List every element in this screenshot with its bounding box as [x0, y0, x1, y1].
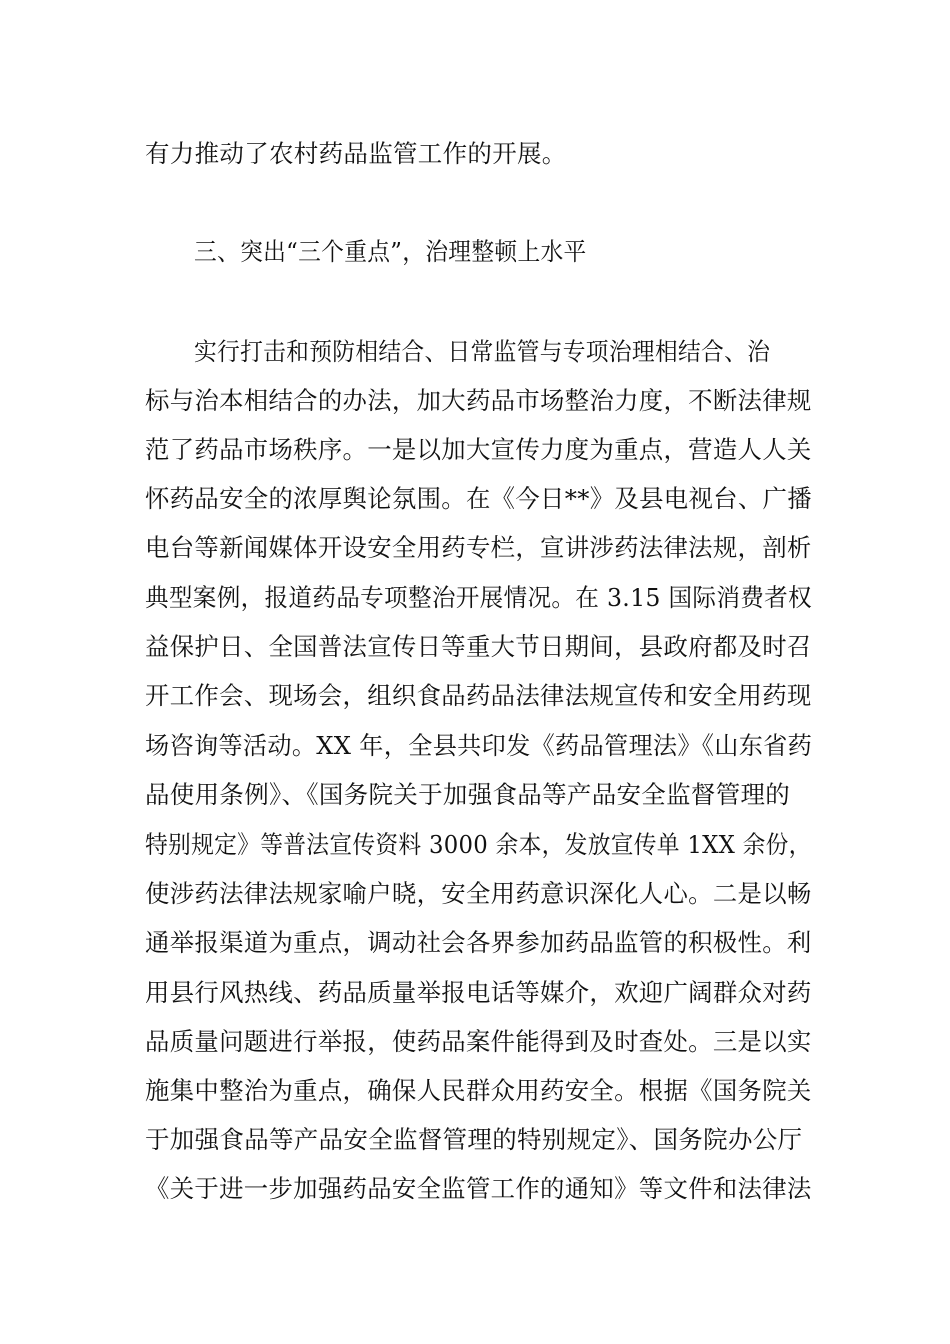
paragraph-line: 于加强食品等产品安全监督管理的特别规定》、国务院办公厅 [145, 1125, 803, 1154]
paragraph-line: 施集中整治为重点，确保人民群众用药安全。根据《国务院关 [145, 1076, 812, 1105]
paragraph-line: 品使用条例》、《国务院关于加强食品等产品安全监督管理的 [145, 780, 791, 809]
paragraph-line: 用县行风热线、药品质量举报电话等媒介，欢迎广阔群众对药 [145, 978, 812, 1007]
paragraph-line: 开工作会、现场会，组织食品药品法律法规宣传和安全用药现 [145, 681, 812, 710]
paragraph-line: 标与治本相结合的办法，加大药品市场整治力度，不断法律规 [145, 386, 812, 415]
paragraph-line: 实行打击和预防相结合、日常监管与专项治理相结合、治 [194, 337, 771, 366]
paragraph-line: 品质量问题进行举报，使药品案件能得到及时查处。三是以实 [145, 1027, 812, 1056]
paragraph-line: 范了药品市场秩序。一是以加大宣传力度为重点，营造人人关 [145, 435, 812, 464]
paragraph-line: 特别规定》等普法宣传资料 3000 余本，发放宣传单 1XX 余份， [145, 830, 812, 859]
paragraph-line: 通举报渠道为重点，调动社会各界参加药品监管的积极性。利 [145, 928, 812, 957]
paragraph-line: 益保护日、全国普法宣传日等重大节日期间，县政府都及时召 [145, 632, 812, 661]
paragraph-line: 电台等新闻媒体开设安全用药专栏，宣讲涉药法律法规，剖析 [145, 533, 812, 562]
paragraph-line: 《关于进一步加强药品安全监管工作的通知》等文件和法律法 [145, 1174, 812, 1203]
paragraph-line: 怀药品安全的浓厚舆论氛围。在《今日**》及县电视台、广播 [145, 484, 812, 513]
paragraph-line: 场咨询等活动。XX 年，全县共印发《药品管理法》《山东省药 [145, 731, 813, 760]
section-heading: 三、突出“三个重点”，治理整顿上水平 [194, 237, 587, 266]
paragraph-line: 使涉药法律法规家喻户晓，安全用药意识深化人心。二是以畅 [145, 879, 812, 908]
paragraph-line: 典型案例，报道药品专项整治开展情况。在 3.15 国际消费者权 [145, 583, 812, 612]
paragraph-line: 有力推动了农村药品监管工作的开展。 [145, 139, 567, 168]
